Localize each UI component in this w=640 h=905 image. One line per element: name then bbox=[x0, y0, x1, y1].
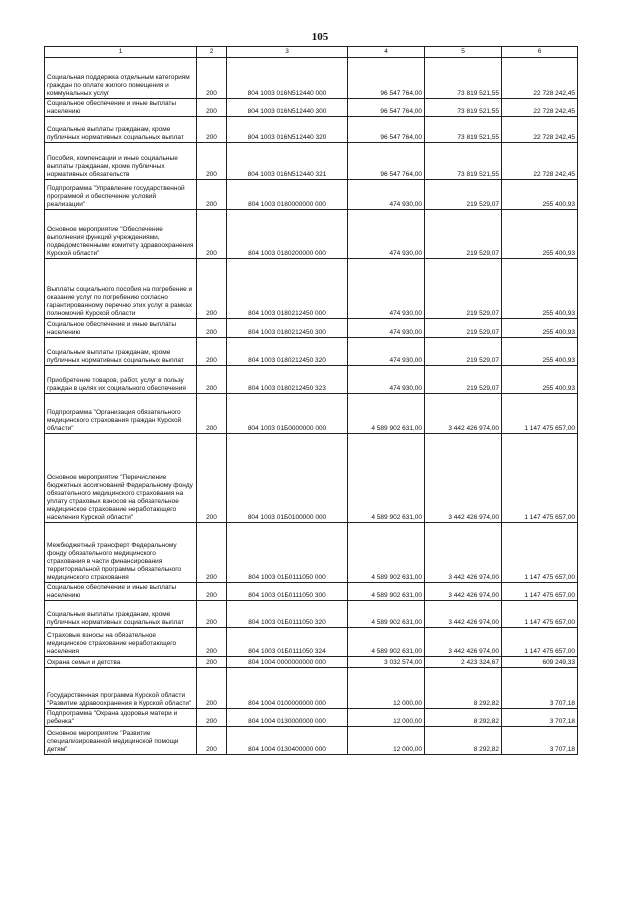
row-classifier: 804 1003 0180212450 300 bbox=[227, 319, 348, 338]
header-cell-1: 1 bbox=[45, 47, 197, 58]
row-value-remaining: 1 147 475 657,00 bbox=[502, 628, 578, 657]
row-value-approved: 474 930,00 bbox=[348, 338, 425, 366]
row-value-approved: 4 589 902 631,00 bbox=[348, 583, 425, 601]
row-code: 200 bbox=[197, 99, 227, 117]
row-name: Охрана семьи и детства bbox=[45, 657, 197, 668]
row-value-executed: 219 529,07 bbox=[425, 259, 502, 319]
row-classifier: 804 1003 01Б0111050 000 bbox=[227, 523, 348, 583]
row-value-executed: 219 529,07 bbox=[425, 338, 502, 366]
row-value-remaining: 3 707,18 bbox=[502, 727, 578, 755]
table-row bbox=[45, 434, 578, 523]
row-value-remaining: 1 147 475 657,00 bbox=[502, 601, 578, 628]
row-name: Выплаты социального пособия на погребение и оказание услуг по погребению согласно гарантированному перечню этих услуг в рамках полномочий Курской области bbox=[45, 259, 197, 319]
row-value-approved: 4 589 902 631,00 bbox=[348, 601, 425, 628]
row-value-remaining: 22 728 242,45 bbox=[502, 143, 578, 180]
row-value-remaining: 255 400,93 bbox=[502, 338, 578, 366]
row-value-remaining: 3 707,18 bbox=[502, 709, 578, 727]
row-value-remaining: 3 707,18 bbox=[502, 668, 578, 709]
row-value-executed: 3 442 426 974,00 bbox=[425, 583, 502, 601]
row-value-remaining: 22 728 242,45 bbox=[502, 117, 578, 143]
row-value-approved: 474 930,00 bbox=[348, 180, 425, 210]
row-code: 200 bbox=[197, 657, 227, 668]
row-code: 200 bbox=[197, 601, 227, 628]
table-row bbox=[45, 601, 578, 628]
row-value-approved: 96 547 764,00 bbox=[348, 117, 425, 143]
row-classifier: 804 1003 016N512440 320 bbox=[227, 117, 348, 143]
row-classifier: 804 1004 0100000000 000 bbox=[227, 668, 348, 709]
page-number: 105 bbox=[311, 31, 329, 43]
row-name: Социальное обеспечение и иные выплаты населению bbox=[45, 583, 197, 601]
row-value-remaining: 255 400,93 bbox=[502, 180, 578, 210]
row-classifier: 804 1003 01Б0100000 000 bbox=[227, 434, 348, 523]
table-row bbox=[45, 338, 578, 366]
row-name: Основное мероприятие "Развитие специализированной медицинской помощи детям" bbox=[45, 727, 197, 755]
row-value-remaining: 255 400,93 bbox=[502, 210, 578, 259]
table-row bbox=[45, 628, 578, 657]
row-value-approved: 474 930,00 bbox=[348, 210, 425, 259]
row-name: Подпрограмма "Охрана здоровья матери и ребенка" bbox=[45, 709, 197, 727]
row-classifier: 804 1003 0180212450 000 bbox=[227, 259, 348, 319]
table-row bbox=[45, 117, 578, 143]
row-value-executed: 2 423 324,67 bbox=[425, 657, 502, 668]
row-value-remaining: 22 728 242,45 bbox=[502, 99, 578, 117]
row-name: Социальная поддержка отдельным категориям граждан по оплате жилого помещения и коммунальных услуг bbox=[45, 58, 197, 99]
row-classifier: 804 1004 0130400000 000 bbox=[227, 727, 348, 755]
row-value-remaining: 255 400,93 bbox=[502, 259, 578, 319]
row-value-remaining: 1 147 475 657,00 bbox=[502, 434, 578, 523]
table-row bbox=[45, 180, 578, 210]
row-value-approved: 4 589 902 631,00 bbox=[348, 434, 425, 523]
header-cell-6: 6 bbox=[502, 47, 578, 58]
row-value-executed: 219 529,07 bbox=[425, 366, 502, 394]
budget-table bbox=[44, 46, 578, 755]
row-value-approved: 474 930,00 bbox=[348, 259, 425, 319]
row-value-remaining: 22 728 242,45 bbox=[502, 58, 578, 99]
table-row bbox=[45, 143, 578, 180]
row-value-approved: 96 547 764,00 bbox=[348, 143, 425, 180]
row-classifier: 804 1003 01Б0111050 320 bbox=[227, 601, 348, 628]
row-code: 200 bbox=[197, 709, 227, 727]
row-value-executed: 73 819 521,55 bbox=[425, 117, 502, 143]
row-classifier: 804 1003 01Б0111050 300 bbox=[227, 583, 348, 601]
header-cell-5: 5 bbox=[425, 47, 502, 58]
row-value-executed: 8 292,82 bbox=[425, 727, 502, 755]
row-code: 200 bbox=[197, 583, 227, 601]
row-value-remaining: 255 400,93 bbox=[502, 366, 578, 394]
table-row bbox=[45, 259, 578, 319]
row-classifier: 804 1003 0180212450 320 bbox=[227, 338, 348, 366]
row-value-executed: 3 442 426 974,00 bbox=[425, 394, 502, 434]
row-value-remaining: 255 400,93 bbox=[502, 319, 578, 338]
row-value-approved: 4 589 902 631,00 bbox=[348, 394, 425, 434]
row-value-approved: 4 589 902 631,00 bbox=[348, 628, 425, 657]
row-name: Приобретение товаров, работ, услуг в пользу граждан в целях их социального обеспечения bbox=[45, 366, 197, 394]
row-value-remaining: 609 249,33 bbox=[502, 657, 578, 668]
row-name: Социальное обеспечение и иные выплаты населению bbox=[45, 99, 197, 117]
row-code: 200 bbox=[197, 180, 227, 210]
row-value-executed: 73 819 521,55 bbox=[425, 143, 502, 180]
table-row bbox=[45, 58, 578, 99]
row-value-executed: 219 529,07 bbox=[425, 319, 502, 338]
row-value-approved: 474 930,00 bbox=[348, 366, 425, 394]
row-value-executed: 73 819 521,55 bbox=[425, 58, 502, 99]
table-row bbox=[45, 709, 578, 727]
row-name: Страховые взносы на обязательное медицинское страхование неработающего населения bbox=[45, 628, 197, 657]
row-code: 200 bbox=[197, 628, 227, 657]
row-name: Социальные выплаты гражданам, кроме публичных нормативных социальных выплат bbox=[45, 117, 197, 143]
table-row bbox=[45, 210, 578, 259]
row-value-remaining: 1 147 475 657,00 bbox=[502, 394, 578, 434]
row-name: Подпрограмма "Управление государственной программой и обеспечение условий реализации" bbox=[45, 180, 197, 210]
row-code: 200 bbox=[197, 727, 227, 755]
row-code: 200 bbox=[197, 338, 227, 366]
header-row bbox=[45, 47, 578, 58]
row-code: 200 bbox=[197, 58, 227, 99]
row-value-executed: 73 819 521,55 bbox=[425, 99, 502, 117]
row-name: Социальные выплаты гражданам, кроме публичных нормативных социальных выплат bbox=[45, 338, 197, 366]
header-cell-4: 4 bbox=[348, 47, 425, 58]
row-name: Подпрограмма "Организация обязательного медицинского страхования граждан Курской области" bbox=[45, 394, 197, 434]
row-value-approved: 12 000,00 bbox=[348, 727, 425, 755]
row-name: Основное мероприятие "Перечисление бюджетных ассигнований Федеральному фонду обязательного медицинского страхования на уплату страховых взносов на обязательное медицинское страхование неработающего населения Курской области" bbox=[45, 434, 197, 523]
row-classifier: 804 1004 0000000000 000 bbox=[227, 657, 348, 668]
row-code: 200 bbox=[197, 668, 227, 709]
row-value-approved: 96 547 764,00 bbox=[348, 58, 425, 99]
row-name: Социальные выплаты гражданам, кроме публичных нормативных социальных выплат bbox=[45, 601, 197, 628]
row-value-approved: 12 000,00 bbox=[348, 668, 425, 709]
table-row bbox=[45, 657, 578, 668]
table-row bbox=[45, 394, 578, 434]
row-value-approved: 12 000,00 bbox=[348, 709, 425, 727]
row-classifier: 804 1003 0180212450 323 bbox=[227, 366, 348, 394]
row-code: 200 bbox=[197, 319, 227, 338]
row-code: 200 bbox=[197, 259, 227, 319]
row-name: Основное мероприятие "Обеспечение выполнения функций учреждениями, подведомственными комитету здравоохранения Курской области" bbox=[45, 210, 197, 259]
row-classifier: 804 1003 0180200000 000 bbox=[227, 210, 348, 259]
row-value-executed: 219 529,07 bbox=[425, 180, 502, 210]
table-row bbox=[45, 583, 578, 601]
row-classifier: 804 1003 0180000000 000 bbox=[227, 180, 348, 210]
row-classifier: 804 1003 016N512440 000 bbox=[227, 58, 348, 99]
table-body bbox=[45, 58, 578, 755]
table-row bbox=[45, 668, 578, 709]
row-classifier: 804 1003 016N512440 321 bbox=[227, 143, 348, 180]
row-code: 200 bbox=[197, 143, 227, 180]
row-value-executed: 3 442 426 974,00 bbox=[425, 434, 502, 523]
row-code: 200 bbox=[197, 434, 227, 523]
table-row bbox=[45, 366, 578, 394]
row-value-executed: 3 442 426 974,00 bbox=[425, 601, 502, 628]
table-row bbox=[45, 727, 578, 755]
row-value-approved: 3 032 574,00 bbox=[348, 657, 425, 668]
row-value-executed: 3 442 426 974,00 bbox=[425, 628, 502, 657]
row-value-executed: 219 529,07 bbox=[425, 210, 502, 259]
row-code: 200 bbox=[197, 210, 227, 259]
table-row bbox=[45, 319, 578, 338]
table-row bbox=[45, 99, 578, 117]
row-classifier: 804 1003 01Б0000000 000 bbox=[227, 394, 348, 434]
row-classifier: 804 1004 0130000000 000 bbox=[227, 709, 348, 727]
header-cell-3: 3 bbox=[227, 47, 348, 58]
row-classifier: 804 1003 01Б0111050 324 bbox=[227, 628, 348, 657]
row-value-approved: 4 589 902 631,00 bbox=[348, 523, 425, 583]
row-name: Государственная программа Курской области "Развитие здравоохранения в Курской области" bbox=[45, 668, 197, 709]
row-value-executed: 8 292,82 bbox=[425, 668, 502, 709]
row-value-approved: 96 547 764,00 bbox=[348, 99, 425, 117]
header-cell-2: 2 bbox=[197, 47, 227, 58]
row-value-executed: 3 442 426 974,00 bbox=[425, 523, 502, 583]
row-value-approved: 474 930,00 bbox=[348, 319, 425, 338]
row-name: Пособия, компенсации и иные социальные выплаты гражданам, кроме публичных нормативных обязательств bbox=[45, 143, 197, 180]
row-value-remaining: 1 147 475 657,00 bbox=[502, 583, 578, 601]
row-classifier: 804 1003 016N512440 300 bbox=[227, 99, 348, 117]
row-code: 200 bbox=[197, 366, 227, 394]
row-code: 200 bbox=[197, 394, 227, 434]
table-row bbox=[45, 523, 578, 583]
row-name: Социальное обеспечение и иные выплаты населению bbox=[45, 319, 197, 338]
row-name: Межбюджетный трансферт Федеральному фонду обязательного медицинского страхования в части финансирования территориальной программы обязательного медицинского страхования bbox=[45, 523, 197, 583]
row-value-remaining: 1 147 475 657,00 bbox=[502, 523, 578, 583]
row-value-executed: 8 292,82 bbox=[425, 709, 502, 727]
row-code: 200 bbox=[197, 117, 227, 143]
row-code: 200 bbox=[197, 523, 227, 583]
